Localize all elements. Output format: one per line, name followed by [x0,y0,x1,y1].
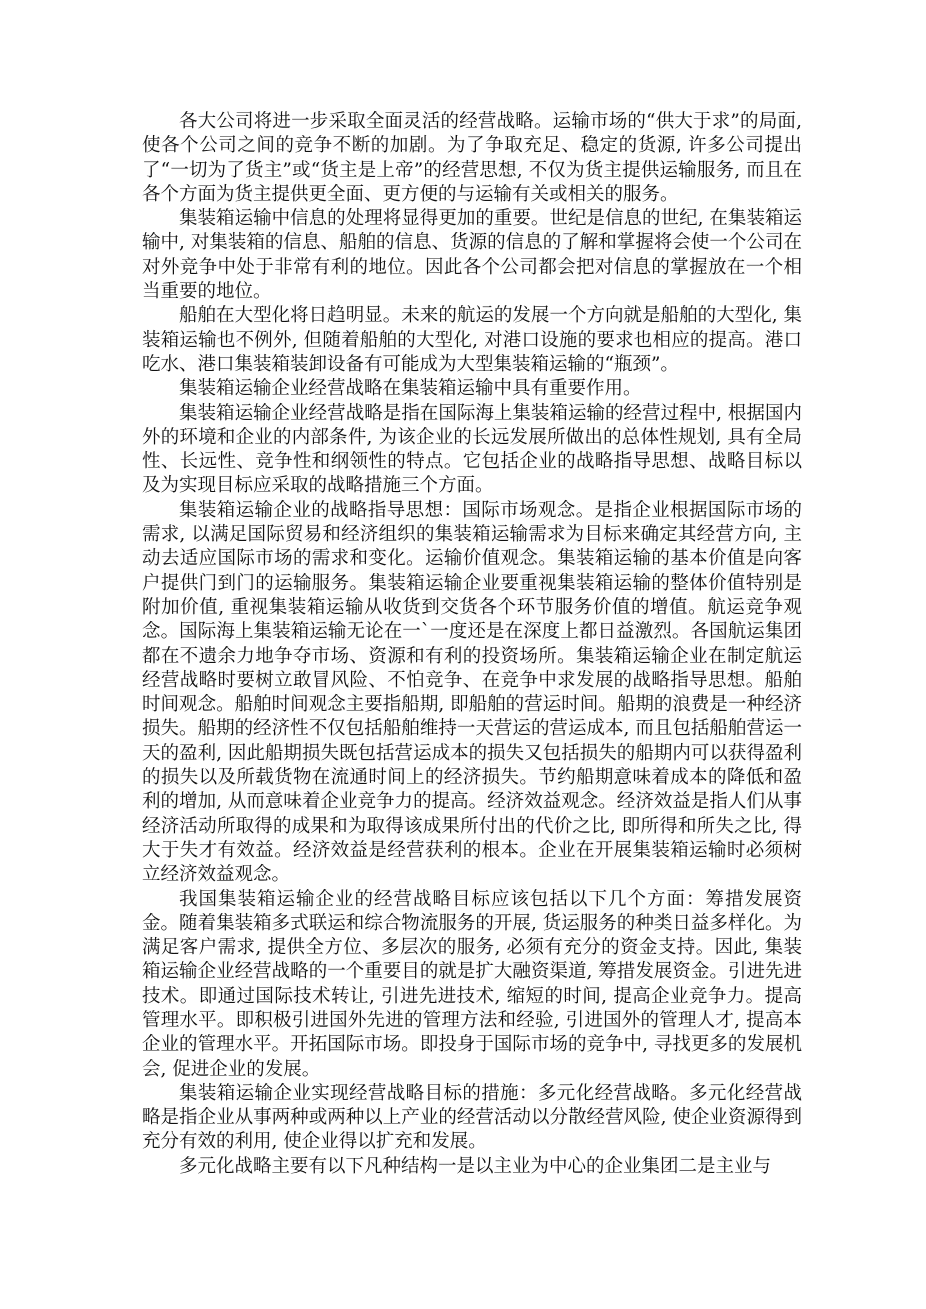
paragraph-1: 各大公司将进一步采取全面灵活的经营战略。运输市场的“供大于求”的局面, 使各个公司之间的竞争不断的加剧。为了争取充足、稳定的货源, 许多公司提出了“一切为了货主”或“货主是上帝”的经营思想, 不仅为货主提供运输服务, 而且在各个方面为货主提供更全面、更方便的与运输有关或相关的服务。 [142,111,802,205]
paragraph-7: 我国集装箱运输企业的经营战略目标应该包括以下几个方面：筹措发展资金。随着集装箱多式联运和综合物流服务的开展, 货运服务的种类日益多样化。为满足客户需求, 提供全方位、多层次的服务, 必须有充分的资金支持。因此, 集装箱运输企业经营战略的一个重要目的就是扩大融资渠道, 筹措发展资金。引进先进技术。即通过国际技术转让, 引进先进技术, 缩短的时间, 提高企业竞争力。提高管理水平。即积极引进国外先进的管理方法和经验, 引进国外的管理人才, 提高本企业的管理水平。开拓国际市场。即投身于国际市场的竞争中, 寻找更多的发展机会, 促进企业的发展。 [142,888,802,1080]
paragraph-9: 多元化战略主要有以下凡种结构一是以主业为中心的企业集团二是主业与 [179,1155,772,1177]
paragraph-8: 集装箱运输企业实现经营战略目标的措施：多元化经营战略。多元化经营战略是指企业从事两种或两种以上产业的经营活动以分散经营风险, 使企业资源得到充分有效的利用, 使企业得以扩充和发展。 [142,1082,802,1153]
paragraph-6: 集装箱运输企业的战略指导思想：国际市场观念。是指企业根据国际市场的需求, 以满足国际贸易和经济组织的集装箱运输需求为目标来确定其经营方向, 主动去适应国际市场的需求和变化。运输价值观念。集装箱运输的基本价值是向客户提供门到门的运输服务。集装箱运输企业要重视集装箱运输的整体价值特别是附加价值, 重视集装箱运输从收货到交货各个环节服务价值的增值。航运竞争观念。国际海上集装箱运输无论在一`一度还是在深度上都日益激烈。各国航运集团都在不遗余力地争夺市场、资源和有利的投资场所。集装箱运输企业在制定航运经营战略时要树立敢冒风险、不怕竞争、在竞争中求发展的战略指导思想。船舶时间观念。船舶时间观念主要指船期, 即船舶的营运时间。船期的浪费是一种经济损失。船期的经济性不仅包括船舶维持一天营运的营运成本, 而且包括船舶营运一天的盈利, 因此船期损失既包括营运成本的损失又包括损失的船期内可以获得盈利的损失以及所载货物在流通时间上的经济损失。节约船期意味着成本的降低和盈利的增加, 从而意味着企业竞争力的提高。经济效益观念。经济效益是指人们从事经济活动所取得的成果和为取得该成果所付出的代价之比, 即所得和所失之比, 得大于失才有效益。经济效益是经营获利的根本。企业在开展集装箱运输时必须树立经济效益观念。 [142,499,802,886]
paragraph-2: 集装箱运输中信息的处理将显得更加的重要。世纪是信息的世纪, 在集装箱运输中, 对集装箱的信息、船舶的信息、货源的信息的了解和掌握将会使一个公司在对外竞争中处于非常有利的地位。因此各个公司都会把对信息的掌握放在一个相当重要的地位。 [142,208,802,303]
document-body [142,110,802,1179]
paragraph-3: 船舶在大型化将日趋明显。未来的航运的发展一个方向就是船舶的大型化, 集装箱运输也不例外, 但随着船舶的大型化, 对港口设施的要求也相应的提高。港口吃水、港口集装箱装卸设备有可能成为大型集装箱运输的“瓶颈”。 [142,305,802,375]
paragraph-4: 集装箱运输企业经营战略在集装箱运输中具有重要作用。 [179,378,642,400]
paragraph-5: 集装箱运输企业经营战略是指在国际海上集装箱运输的经营过程中, 根据国内外的环境和企业的内部条件, 为该企业的长远发展所做出的总体性规划, 具有全局性、长远性、竞争性和纲领性的特点。它包括企业的战略指导思想、战略目标以及为实现目标应采取的战略措施三个方面。 [142,402,802,497]
